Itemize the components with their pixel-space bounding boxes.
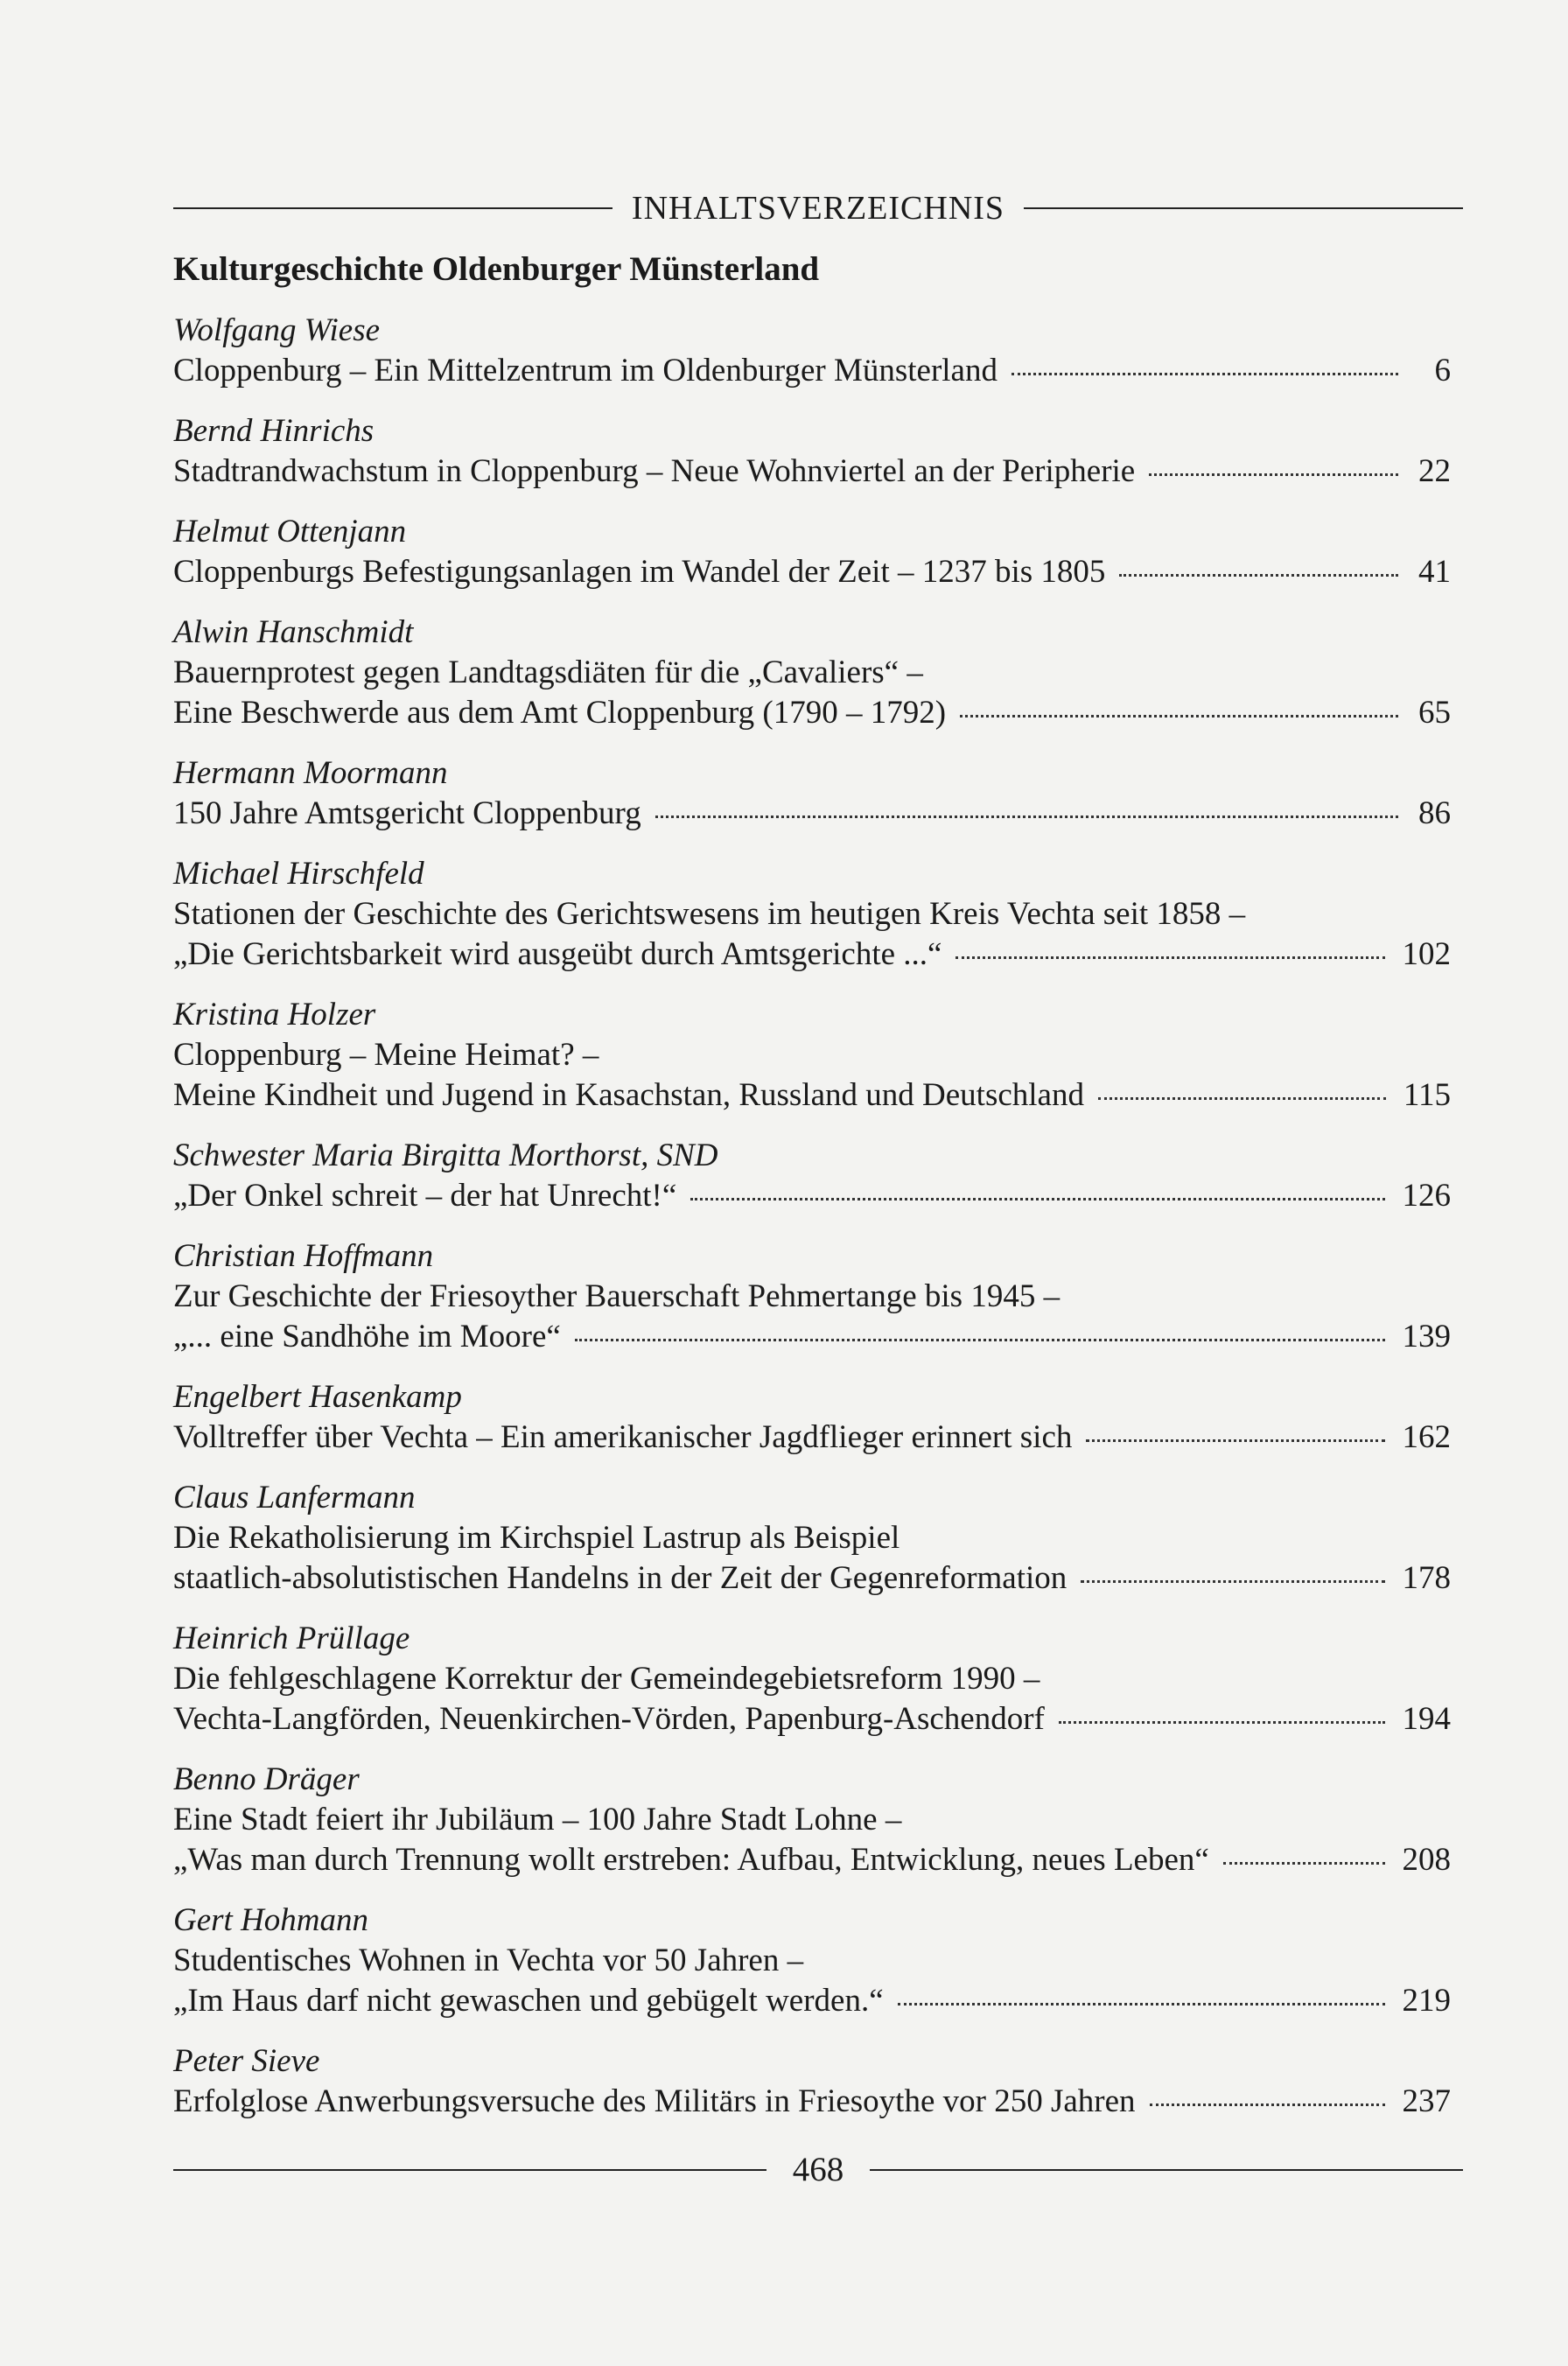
toc-title-line: Cloppenburg – Meine Heimat? – [173, 1037, 599, 1073]
toc-page-number: 219 [1402, 1983, 1451, 2019]
toc-page-number: 115 [1403, 1077, 1451, 1113]
dot-leader [960, 714, 1398, 718]
toc-author: Schwester Maria Birgitta Morthorst, SND [173, 1138, 718, 1173]
toc-page-number: 86 [1418, 795, 1451, 831]
header-rule-right [1024, 207, 1463, 209]
toc-page-number: 65 [1418, 695, 1451, 731]
toc-page-number: 162 [1402, 1419, 1451, 1455]
running-title: INHALTSVERZEICHNIS [631, 190, 1005, 227]
toc-title-last-line [173, 552, 1451, 592]
page-footer [173, 2146, 1463, 2194]
toc-title-line: Die Rekatholisierung im Kirchspiel Lastrup als Beispiel [173, 1520, 900, 1556]
toc-author: Helmut Ottenjann [173, 514, 407, 550]
dot-leader [690, 1197, 1384, 1200]
toc-title-last-line [173, 1699, 1451, 1740]
toc-title-text: Meine Kindheit und Jugend in Kasachstan, Russland und Deutschland [173, 1077, 1084, 1113]
toc-author: Wolfgang Wiese [173, 312, 381, 348]
dot-leader [1059, 1720, 1385, 1724]
toc-title-last-line [173, 693, 1451, 733]
toc-title-last-line [173, 1840, 1451, 1880]
toc-title-last-line [173, 2082, 1451, 2122]
toc-title-text: „Die Gerichtsbarkeit wird ausgeübt durch Amtsgerichte ...“ [173, 936, 942, 972]
toc-title-text: Stadtrandwachstum in Cloppenburg – Neue Wohnviertel an der Peripherie [173, 453, 1136, 489]
running-header [173, 188, 1463, 228]
toc-page-number: 139 [1402, 1319, 1451, 1354]
dot-leader [1150, 2103, 1385, 2106]
toc-entry [173, 1136, 1451, 1216]
toc-title-text: Cloppenburg – Ein Mittelzentrum im Oldenburger Münsterland [173, 353, 998, 388]
footer-rule-right [870, 2169, 1463, 2171]
toc-page-number: 178 [1402, 1560, 1451, 1596]
toc-page-number: 126 [1402, 1178, 1451, 1214]
dot-leader [655, 815, 1398, 818]
toc-title-last-line [173, 1981, 1451, 2021]
table-of-contents [173, 311, 1451, 2142]
header-rule-left [173, 207, 612, 209]
toc-author: Christian Hoffmann [173, 1238, 434, 1274]
toc-entry [173, 1760, 1451, 1880]
toc-title-text: „Im Haus darf nicht gewaschen und gebügelt werden.“ [173, 1983, 884, 2019]
dot-leader [1098, 1096, 1386, 1100]
toc-author: Alwin Hanschmidt [173, 614, 414, 650]
toc-author: Gert Hohmann [173, 1902, 369, 1938]
toc-entry [173, 995, 1451, 1116]
toc-entry [173, 2041, 1451, 2122]
dot-leader [1081, 1579, 1384, 1583]
toc-title-text: Erfolglose Anwerbungsversuche des Militärs in Friesoythe vor 250 Jahren [173, 2083, 1136, 2119]
toc-author: Hermann Moormann [173, 755, 448, 791]
toc-title-last-line [173, 1317, 1451, 1357]
toc-author: Kristina Holzer [173, 997, 376, 1032]
toc-author: Bernd Hinrichs [173, 413, 374, 449]
toc-title-last-line [173, 351, 1451, 391]
dot-leader [575, 1338, 1385, 1341]
toc-title-last-line [173, 1418, 1451, 1458]
toc-title-text: 150 Jahre Amtsgericht Cloppenburg [173, 795, 641, 831]
toc-author: Engelbert Hasenkamp [173, 1379, 462, 1415]
toc-entry [173, 753, 1451, 834]
toc-author: Heinrich Prüllage [173, 1620, 410, 1656]
toc-title-line: Die fehlgeschlagene Korrektur der Gemeindegebietsreform 1990 – [173, 1661, 1040, 1697]
section-title: Kulturgeschichte Oldenburger Münsterland [173, 250, 820, 288]
toc-page-number: 22 [1418, 453, 1451, 489]
toc-page-number: 6 [1434, 353, 1451, 388]
dot-leader [1223, 1861, 1385, 1865]
toc-entry [173, 311, 1451, 391]
toc-page-number: 208 [1402, 1842, 1451, 1878]
toc-title-last-line [173, 1176, 1451, 1216]
page-number: 468 [792, 2151, 844, 2188]
toc-page-number: 41 [1418, 554, 1451, 590]
toc-page-number: 194 [1402, 1701, 1451, 1737]
toc-title-text: staatlich-absolutistischen Handelns in der Zeit der Gegenreformation [173, 1560, 1068, 1596]
dot-leader [1086, 1438, 1384, 1442]
toc-author: Claus Lanfermann [173, 1480, 416, 1516]
toc-title-line: Bauernprotest gegen Landtagsdiäten für die „Cavaliers“ – [173, 654, 923, 690]
toc-title-text: „Der Onkel schreit – der hat Unrecht!“ [173, 1178, 677, 1214]
toc-title-last-line [173, 1558, 1451, 1599]
toc-title-text: „Was man durch Trennung wollt erstreben: Aufbau, Entwicklung, neues Leben“ [173, 1842, 1209, 1878]
toc-entry [173, 1478, 1451, 1599]
toc-author: Michael Hirschfeld [173, 856, 424, 892]
toc-title-text: „... eine Sandhöhe im Moore“ [173, 1319, 561, 1354]
toc-title-line: Zur Geschichte der Friesoyther Bauerschaft Pehmertange bis 1945 – [173, 1278, 1060, 1314]
footer-rule-left [173, 2169, 766, 2171]
toc-entry [173, 411, 1451, 492]
dot-leader [1149, 472, 1398, 476]
toc-entry [173, 512, 1451, 592]
toc-author: Benno Dräger [173, 1761, 360, 1797]
toc-entry [173, 1619, 1451, 1740]
toc-title-line: Stationen der Geschichte des Gerichtswesens im heutigen Kreis Vechta seit 1858 – [173, 896, 1246, 932]
toc-title-text: Eine Beschwerde aus dem Amt Cloppenburg (1790 – 1792) [173, 695, 947, 731]
toc-title-line: Eine Stadt feiert ihr Jubiläum – 100 Jahre Stadt Lohne – [173, 1802, 902, 1838]
dot-leader [1119, 573, 1398, 577]
toc-entry [173, 854, 1451, 975]
toc-entry [173, 1377, 1451, 1458]
toc-title-text: Volltreffer über Vechta – Ein amerikanischer Jagdflieger erinnert sich [173, 1419, 1073, 1455]
toc-title-last-line [173, 1075, 1451, 1116]
toc-entry [173, 1900, 1451, 2021]
toc-title-text: Cloppenburgs Befestigungsanlagen im Wandel der Zeit – 1237 bis 1805 [173, 554, 1106, 590]
toc-page-number: 237 [1402, 2083, 1451, 2119]
toc-title-line: Studentisches Wohnen in Vechta vor 50 Jahren – [173, 1942, 804, 1978]
toc-page-number: 102 [1402, 936, 1451, 972]
toc-author: Peter Sieve [173, 2043, 320, 2079]
dot-leader [956, 956, 1384, 959]
toc-title-text: Vechta-Langförden, Neuenkirchen-Vörden, Papenburg-Aschendorf [173, 1701, 1045, 1737]
toc-title-last-line [173, 794, 1451, 834]
toc-entry [173, 612, 1451, 733]
dot-leader [898, 2002, 1385, 2006]
toc-title-last-line [173, 934, 1451, 975]
toc-title-last-line [173, 452, 1451, 492]
toc-entry [173, 1236, 1451, 1357]
dot-leader [1012, 372, 1398, 375]
